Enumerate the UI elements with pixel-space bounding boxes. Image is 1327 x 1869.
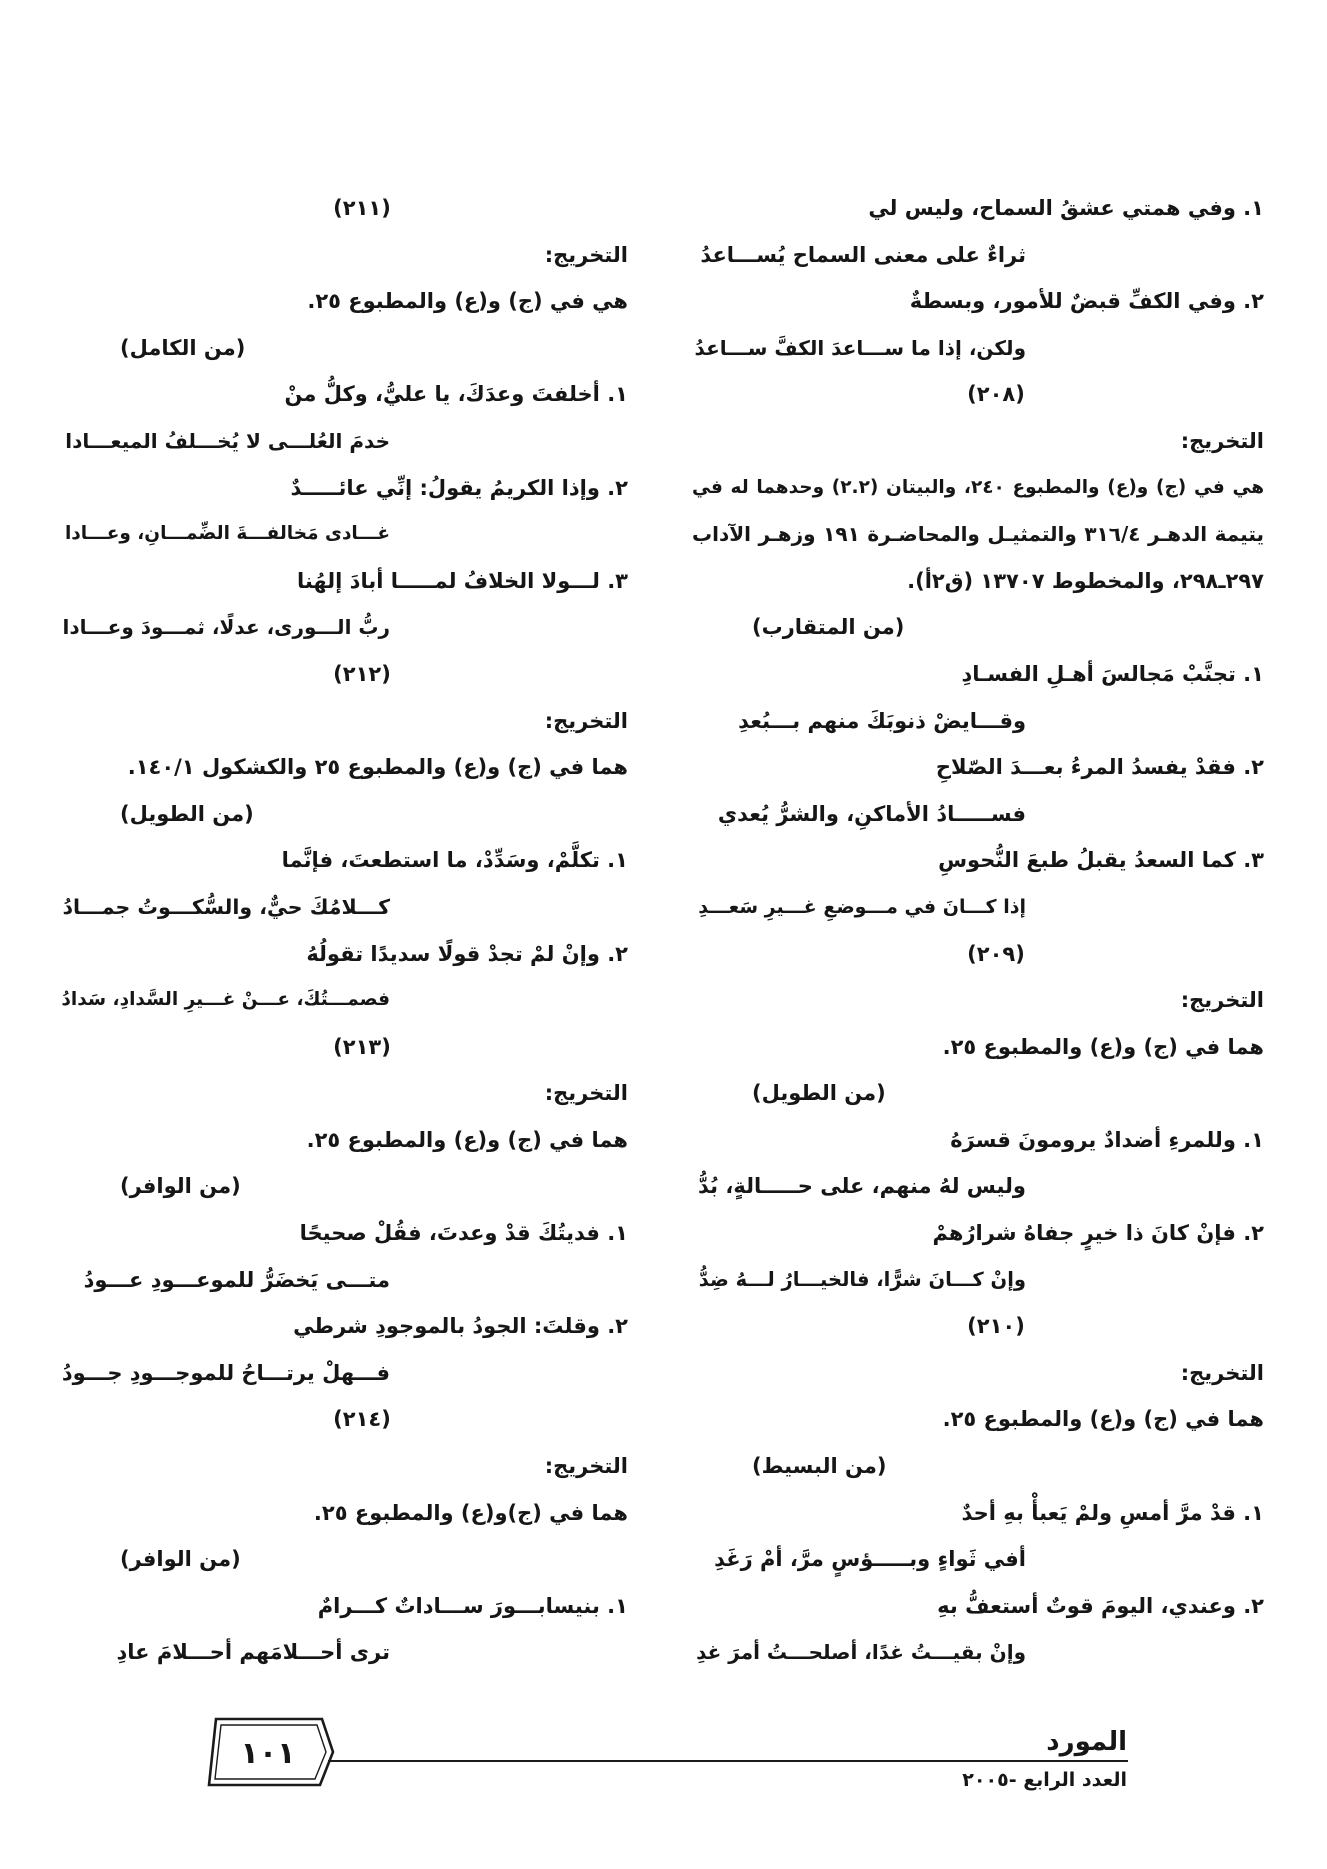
verse-hemistich-1: ٢. فقدْ يفسدُ المرءُ بعـــدَ الصّلاحِ xyxy=(935,755,1264,780)
takhrij-text: هي في (ج) و(ع) والمطبوع ٢٤٠، والبيتان (٢.٢) وحدهما له في xyxy=(692,476,1264,498)
verse-hemistich-2: فـــهلْ يرتـــاحُ للموجـــودِ جـــودُ xyxy=(61,1360,390,1385)
verse-hemistich-1: ٢. فإنْ كانَ ذا خيرٍ جفاهُ شرارُهمْ xyxy=(932,1221,1264,1246)
verse-hemistich-1: ١. تكلَّمْ، وسَدِّدْ، ما استطعتَ، فإنَّما xyxy=(281,848,628,873)
takhrij-label: التخريج: xyxy=(544,1454,628,1479)
footer-rule xyxy=(328,1760,1128,1762)
verse-hemistich-2: ثراءٌ على معنى السماح يُســـاعدُ xyxy=(700,242,1026,267)
verse-hemistich-2: إذا كـــانَ في مـــوضعِ غـــيرِ سَعـــدِ xyxy=(698,895,1026,918)
continued-poem xyxy=(692,185,1264,371)
verse-hemistich-2: أفي ثَواءٍ وبـــــؤسٍ مرَّ، أمْ رَغَدِ xyxy=(714,1547,1026,1572)
verse-hemistich-2: ولكن، إذا ما ســـاعدَ الكفَّ ســـاعدُ xyxy=(694,335,1026,360)
takhrij-label: التخريج: xyxy=(1180,988,1264,1013)
poem-number: (٢١٣) xyxy=(333,1034,391,1059)
poem-number: (٢١١) xyxy=(333,196,391,220)
verse-hemistich-1: ٣. لـــولا الخلافُ لمـــــا أبادَ إلهُنا xyxy=(296,568,628,593)
poem-entry-214 xyxy=(60,1396,628,1676)
verse-hemistich-2: فصمـــتُكَ، عـــنْ غـــيرِ السَّدادِ، سَدادُ xyxy=(61,989,390,1011)
verse-hemistich-1: ٢. وإذا الكريمُ يقولُ: إنِّي عائـــــدٌ xyxy=(290,475,628,500)
meter-label: (من الكامل) xyxy=(120,335,246,360)
meter-label: (من الطويل) xyxy=(120,801,254,826)
takhrij-label: التخريج: xyxy=(544,242,628,267)
meter-label: (من الوافر) xyxy=(120,1547,241,1572)
verse-hemistich-1: ٢. وعندي، اليومَ قوتٌ أستعفُّ بهِ xyxy=(937,1593,1264,1618)
poem-number: (٢١٢) xyxy=(333,661,391,686)
poem-number: (٢١٤) xyxy=(333,1407,391,1432)
verse-hemistich-1: ١. بنيسابـــورَ ســـاداتٌ كـــرامٌ xyxy=(317,1593,628,1618)
meter-label: (من البسيط) xyxy=(752,1454,887,1479)
verse-hemistich-2: ربُّ الـــورى، عدلًا، ثمـــودَ وعـــادا xyxy=(62,615,390,640)
takhrij-label: التخريج: xyxy=(544,708,628,733)
poem-entry-209 xyxy=(692,931,1264,1304)
verse-hemistich-1: ١. وللمرءِ أضدادٌ يرومونَ قسرَهُ xyxy=(950,1127,1264,1152)
takhrij-label: التخريج: xyxy=(544,1081,628,1106)
takhrij-text: هما في (ج) و(ع) والمطبوع ٢٥. xyxy=(306,1127,628,1152)
journal-title: المورد xyxy=(1046,1727,1127,1757)
verse-hemistich-1: ١. وفي همتي عشقُ السماح، وليس لي xyxy=(868,196,1264,220)
verse-hemistich-1: ٣. كما السعدُ يقبلُ طبعَ النُّحوسِ xyxy=(938,848,1264,873)
verse-hemistich-2: وإنْ كـــانَ شرًّا، فالخيـــارُ لـــهُ ضِدُّ xyxy=(698,1267,1026,1291)
takhrij-text: هما في (ج) و(ع) والمطبوع ٢٥. xyxy=(942,1034,1264,1059)
takhrij-text: هما في (ج) و(ع) والمطبوع ٢٥ والكشكول ١٤٠/١. xyxy=(127,755,628,780)
poem-number: (٢٠٨) xyxy=(967,382,1025,407)
left-column xyxy=(60,185,628,1676)
poem-number: (٢١٠) xyxy=(967,1314,1025,1339)
verse-hemistich-2: وقـــايضْ ذنوبَكَ منهم بـــبُعدِ xyxy=(738,708,1026,733)
verse-hemistich-1: ١. أخلفتَ وعدَكَ، يا عليُّ، وكلُّ منْ xyxy=(284,382,628,407)
verse-hemistich-1: ١. فديتُكَ قدْ وعدتَ، فقُلْ صحيحًا xyxy=(299,1221,628,1246)
page-number-frame xyxy=(206,1716,336,1788)
verse-hemistich-1: ٢. وقلتَ: الجودُ بالموجودِ شرطي xyxy=(293,1314,628,1339)
poem-entry-213 xyxy=(60,1024,628,1397)
journal-issue: العدد الرابع -٢٠٠٥ xyxy=(962,1769,1127,1791)
takhrij-text: هما في (ج) و(ع) والمطبوع ٢٥. xyxy=(942,1407,1264,1432)
verse-hemistich-1: ٢. وإنْ لمْ تجدْ قولًا سديدًا تقولُهُ xyxy=(306,941,628,966)
verse-hemistich-2: كـــلامُكَ حيٌّ، والسُّكـــوتُ جمـــادُ xyxy=(62,894,390,919)
poem-entry-210 xyxy=(692,1303,1264,1676)
meter-label: (من الطويل) xyxy=(752,1081,886,1106)
poem-number: (٢٠٩) xyxy=(967,941,1025,966)
takhrij-text: هي في (ج) و(ع) والمطبوع ٢٥. xyxy=(307,289,628,314)
page-number: ١٠١ xyxy=(240,1736,296,1771)
verse-hemistich-1: ١. تجنَّبْ مَجالسَ أهـلِ الفسـادِ xyxy=(961,661,1264,686)
verse-hemistich-2: وليس لهُ منهم، على حـــــالةٍ، بُدُّ xyxy=(698,1174,1026,1199)
right-column xyxy=(692,185,1264,1676)
poem-entry-208 xyxy=(692,371,1264,930)
meter-label: (من الوافر) xyxy=(120,1174,241,1199)
meter-label: (من المتقارب) xyxy=(752,615,905,640)
takhrij-text: ٢٩٧ـ٢٩٨، والمخطوط ١٣٧٠٧ (ق٢أ). xyxy=(907,568,1264,593)
verse-hemistich-2: ترى أحـــلامَهم أحـــلامَ عادِ xyxy=(116,1640,390,1665)
verse-hemistich-1: ٢. وفي الكفِّ قبضٌ للأمور، وبسطةٌ xyxy=(909,289,1264,314)
verse-hemistich-2: وإنْ بقيـــتُ غدًا، أصلحـــتُ أمرَ غدِ xyxy=(696,1640,1026,1665)
takhrij-text: يتيمة الدهـر ٣١٦/٤ والتمثيـل والمحاضـرة ١٩١ وزهـر الآداب xyxy=(692,522,1264,547)
verse-hemistich-2: غـــادى مَخالفـــةَ الضِّمـــانِ، وعـــادا xyxy=(64,523,390,545)
verse-hemistich-1: ١. قدْ مرَّ أمسِ ولمْ يَعبأْ بهِ أحدٌ xyxy=(961,1500,1264,1525)
poem-entry-211 xyxy=(60,185,628,651)
poem-entry-212 xyxy=(60,651,628,1024)
takhrij-label: التخريج: xyxy=(1180,1360,1264,1385)
takhrij-label: التخريج: xyxy=(1180,428,1264,453)
verse-hemistich-2: فســـــادُ الأماكنِ، والشرُّ يُعدي xyxy=(717,801,1026,826)
verse-hemistich-2: متـــى يَخضَرُّ للموعـــودِ عـــودُ xyxy=(83,1267,390,1292)
verse-hemistich-2: خدمَ العُلـــى لا يُخـــلفُ الميعـــادا xyxy=(65,428,390,453)
takhrij-text: هما في (ج)و(ع) والمطبوع ٢٥. xyxy=(313,1500,628,1525)
